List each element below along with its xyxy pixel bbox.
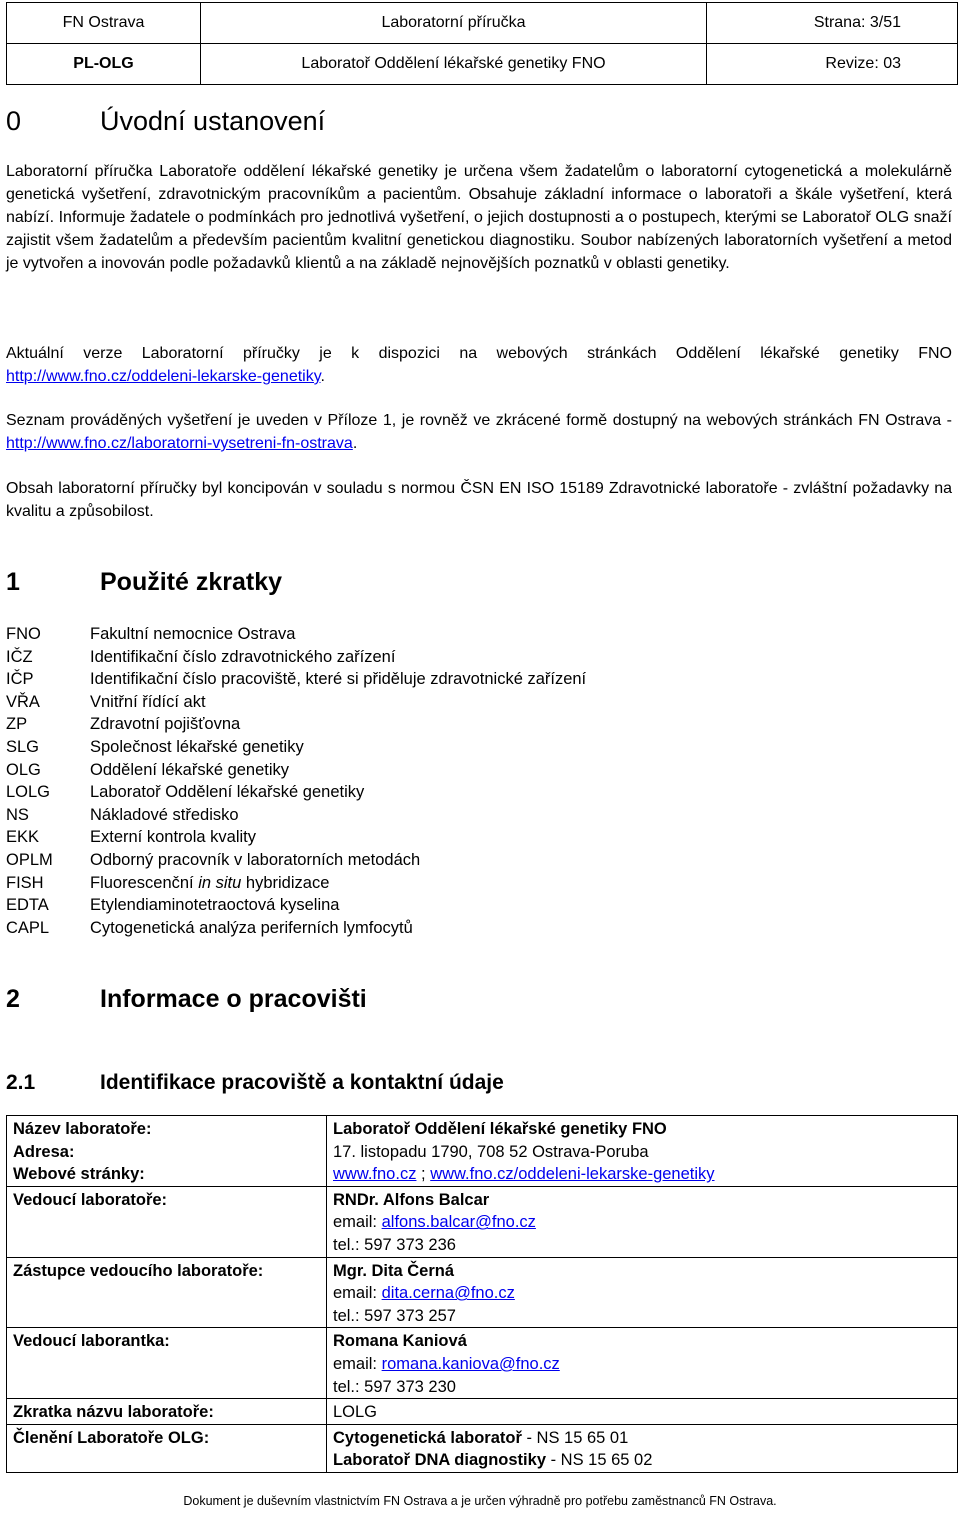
division-label: Členění Laboratoře OLG: xyxy=(7,1424,327,1472)
deputy-name: Mgr. Dita Černá xyxy=(333,1261,455,1280)
table-cell-values xyxy=(327,1257,958,1328)
deputy-email xyxy=(333,1282,951,1305)
division-ns: - NS 15 65 02 xyxy=(546,1451,653,1470)
section-title: Úvodní ustanovení xyxy=(100,106,326,136)
deputy-email-link[interactable]: dita.cerna@fno.cz xyxy=(381,1284,515,1303)
abbreviation-value: Nákladové středisko xyxy=(90,805,239,824)
header-page: Strana: 3/51 xyxy=(707,3,958,44)
section-number: 0 xyxy=(6,106,22,136)
paragraph-end: . xyxy=(352,435,358,452)
header-subtitle: Laboratoř Oddělení lékařské genetiky FNO xyxy=(201,44,707,85)
abbreviation-row xyxy=(6,804,586,827)
table-cell-labels xyxy=(7,1116,327,1187)
page-footer: Dokument je duševním vlastnictvím FN Ostrava a je určen výhradně pro potřebu zaměstnanců FN Ostrava. xyxy=(183,1494,777,1508)
table-cell-values xyxy=(327,1116,958,1187)
subsection-title: Identifikace pracoviště a kontaktní údaje xyxy=(100,1071,504,1094)
abbreviation-value: Identifikační číslo pracoviště, které si přiděluje zdravotnické zařízení xyxy=(90,670,587,689)
division-2 xyxy=(333,1449,951,1472)
table-row xyxy=(7,1257,958,1328)
table-row xyxy=(7,1328,958,1399)
abbreviation-row xyxy=(6,623,586,646)
norm-paragraph: Obsah laboratorní příručky byl koncipován v souladu s normou ČSN EN ISO 15189 Zdravotnické laboratoře - zvláštní požadavky na kvalitu a způsobilost. xyxy=(6,480,952,520)
abbreviation-key: VŘA xyxy=(6,692,40,711)
head-name: RNDr. Alfons Balcar xyxy=(333,1190,490,1209)
abbreviation-key: LOLG xyxy=(6,783,51,802)
deputy-label: Zástupce vedoucího laboratoře: xyxy=(7,1257,327,1328)
abbreviation-value: Zdravotní pojišťovna xyxy=(90,715,241,734)
abbreviation-key: SLG xyxy=(6,737,40,756)
abbreviation-value: Identifikační číslo zdravotnického zařízení xyxy=(90,647,396,666)
abbreviation-row xyxy=(6,781,586,804)
abbreviation-row xyxy=(6,736,586,759)
division-1 xyxy=(333,1427,951,1450)
section-2-heading xyxy=(6,985,367,1014)
abbreviation-row xyxy=(6,759,586,782)
exam-list-link[interactable]: http://www.fno.cz/laboratorni-vysetreni-fn-ostrava xyxy=(6,435,353,452)
table-cell-values xyxy=(327,1186,958,1257)
email-label: email: xyxy=(333,1284,382,1303)
abbreviation-value: Externí kontrola kvality xyxy=(90,828,256,847)
address: 17. listopadu 1790, 708 52 Ostrava-Poruba xyxy=(333,1142,649,1161)
abbreviation-key: OLG xyxy=(6,760,41,779)
abbreviation-value: Společnost lékařské genetiky xyxy=(90,737,304,756)
abbr-label: Zkratka názvu laboratoře: xyxy=(7,1399,327,1425)
abbreviation-value: Cytogenetická analýza periferních lymfocytů xyxy=(90,918,413,937)
abbreviation-row xyxy=(6,894,586,917)
header-revision: Revize: 03 xyxy=(707,44,958,85)
fno-website-link[interactable]: www.fno.cz xyxy=(333,1165,417,1184)
section-title: Použité zkratky xyxy=(100,568,283,596)
abbreviation-list xyxy=(6,623,586,939)
section-number: 1 xyxy=(6,568,20,596)
table-row xyxy=(7,1186,958,1257)
header-org: FN Ostrava xyxy=(7,3,201,44)
abbreviation-row xyxy=(6,646,586,669)
section-2-1-heading xyxy=(6,1071,504,1095)
head-label: Vedoucí laboratoře: xyxy=(7,1186,327,1257)
division-name: Cytogenetická laboratoř xyxy=(333,1428,522,1447)
head-tel: tel.: 597 373 236 xyxy=(333,1235,456,1254)
intro-paragraph: Laboratorní příručka Laboratoře oddělení lékařské genetiky je určena všem žadatelům o laboratorní cytogenetická a molekulárně genetická vyšetření, zdravotnickým pracovníkům a pacientům. Obsahuje základní informace o laboratoři a škále vyšetření, která nabízí. Informuje žadatele o podmínkách pro jednotlivá vyšetření, o jejich dostupnosti a o postupech, kterými se Laboratoř OLG snaží zajistit všem žadatelům a především pacientům kvalitní genetickou diagnostiku. Soubor nabízených laboratorních vyšetření a metod je vytvořen a inovován podle požadavků klientů a na základě nejnovějších poznatků v oblasti genetiky. xyxy=(6,163,952,272)
olg-website-link[interactable]: www.fno.cz/oddeleni-lekarske-genetiky xyxy=(430,1165,715,1184)
abbreviation-row xyxy=(6,826,586,849)
web-links xyxy=(333,1163,951,1186)
abbreviation-value: Fluorescenční in situ hybridizace xyxy=(90,873,330,892)
abbreviation-value: Etylendiaminotetraoctová kyselina xyxy=(90,896,340,915)
abbreviation-key: IČZ xyxy=(6,647,33,666)
abbreviation-key: FISH xyxy=(6,873,44,892)
abbreviation-value: Oddělení lékařské genetiky xyxy=(90,760,290,779)
abbreviation-value: Fakultní nemocnice Ostrava xyxy=(90,625,296,643)
olg-website-link[interactable]: http://www.fno.cz/oddeleni-lekarske-genetiky xyxy=(6,368,321,385)
section-0-heading xyxy=(6,106,325,137)
web-separator: ; xyxy=(416,1165,431,1184)
abbreviation-key: EDTA xyxy=(6,896,49,915)
subsection-number: 2.1 xyxy=(6,1071,36,1094)
paragraph-text: Aktuální verze Laboratorní příručky je k dispozici na webových stránkách Oddělení lékařské genetiky FNO xyxy=(6,345,952,362)
abbreviation-row xyxy=(6,849,586,872)
tech-email xyxy=(333,1353,951,1376)
abbreviation-value: Vnitřní řídící akt xyxy=(90,692,206,711)
abbreviation-key: EKK xyxy=(6,828,40,847)
table-row xyxy=(7,1399,958,1425)
email-label: email: xyxy=(333,1354,382,1373)
abbreviation-key: OPLM xyxy=(6,850,53,869)
paragraph-text: Seznam prováděných vyšetření je uveden v Příloze 1, je rovněž ve zkrácené formě dostupný na webových stránkách FN Ostrava - xyxy=(6,412,952,429)
abbreviation-key: IČP xyxy=(6,670,34,689)
header-doc-code: PL-OLG xyxy=(7,44,201,85)
abbreviation-row xyxy=(6,713,586,736)
head-email-link[interactable]: alfons.balcar@fno.cz xyxy=(381,1213,536,1232)
paragraph-end: . xyxy=(320,368,325,385)
table-row xyxy=(7,1116,958,1187)
head-email xyxy=(333,1211,951,1234)
abbreviation-key: ZP xyxy=(6,715,28,734)
document-header xyxy=(6,2,958,85)
division-name: Laboratoř DNA diagnostiky xyxy=(333,1451,546,1470)
table-row xyxy=(7,1424,958,1472)
table-cell-values xyxy=(327,1328,958,1399)
section-1-heading xyxy=(6,568,282,597)
section-title: Informace o pracovišti xyxy=(100,985,367,1013)
tech-label: Vedoucí laborantka: xyxy=(7,1328,327,1399)
abbreviation-key: FNO xyxy=(6,625,41,643)
division-ns: - NS 15 65 01 xyxy=(521,1428,629,1447)
header-title: Laboratorní příručka xyxy=(201,3,707,44)
abbreviation-key: NS xyxy=(6,805,29,824)
abbreviation-row xyxy=(6,691,586,714)
lab-name: Laboratoř Oddělení lékařské genetiky FNO xyxy=(333,1120,667,1138)
lab-name-label: Název laboratoře: xyxy=(13,1120,152,1138)
abbr-value: LOLG xyxy=(327,1399,958,1425)
email-label: email: xyxy=(333,1213,382,1232)
address-label: Adresa: xyxy=(13,1142,75,1161)
abbreviation-row xyxy=(6,917,586,940)
current-version-paragraph xyxy=(6,342,952,388)
deputy-tel: tel.: 597 373 257 xyxy=(333,1306,456,1325)
abbreviation-value: Odborný pracovník v laboratorních metodách xyxy=(90,850,421,869)
web-label: Webové stránky: xyxy=(13,1165,145,1184)
abbreviation-row xyxy=(6,668,586,691)
abbreviation-value: Laboratoř Oddělení lékařské genetiky xyxy=(90,783,365,802)
tech-email-link[interactable]: romana.kaniova@fno.cz xyxy=(381,1354,560,1373)
table-cell-values xyxy=(327,1424,958,1472)
tech-tel: tel.: 597 373 230 xyxy=(333,1377,456,1396)
abbreviation-row xyxy=(6,872,586,895)
exam-list-paragraph xyxy=(6,409,952,455)
tech-name: Romana Kaniová xyxy=(333,1332,467,1351)
contact-table xyxy=(6,1115,958,1473)
section-number: 2 xyxy=(6,985,20,1013)
abbreviation-key: CAPL xyxy=(6,918,50,937)
